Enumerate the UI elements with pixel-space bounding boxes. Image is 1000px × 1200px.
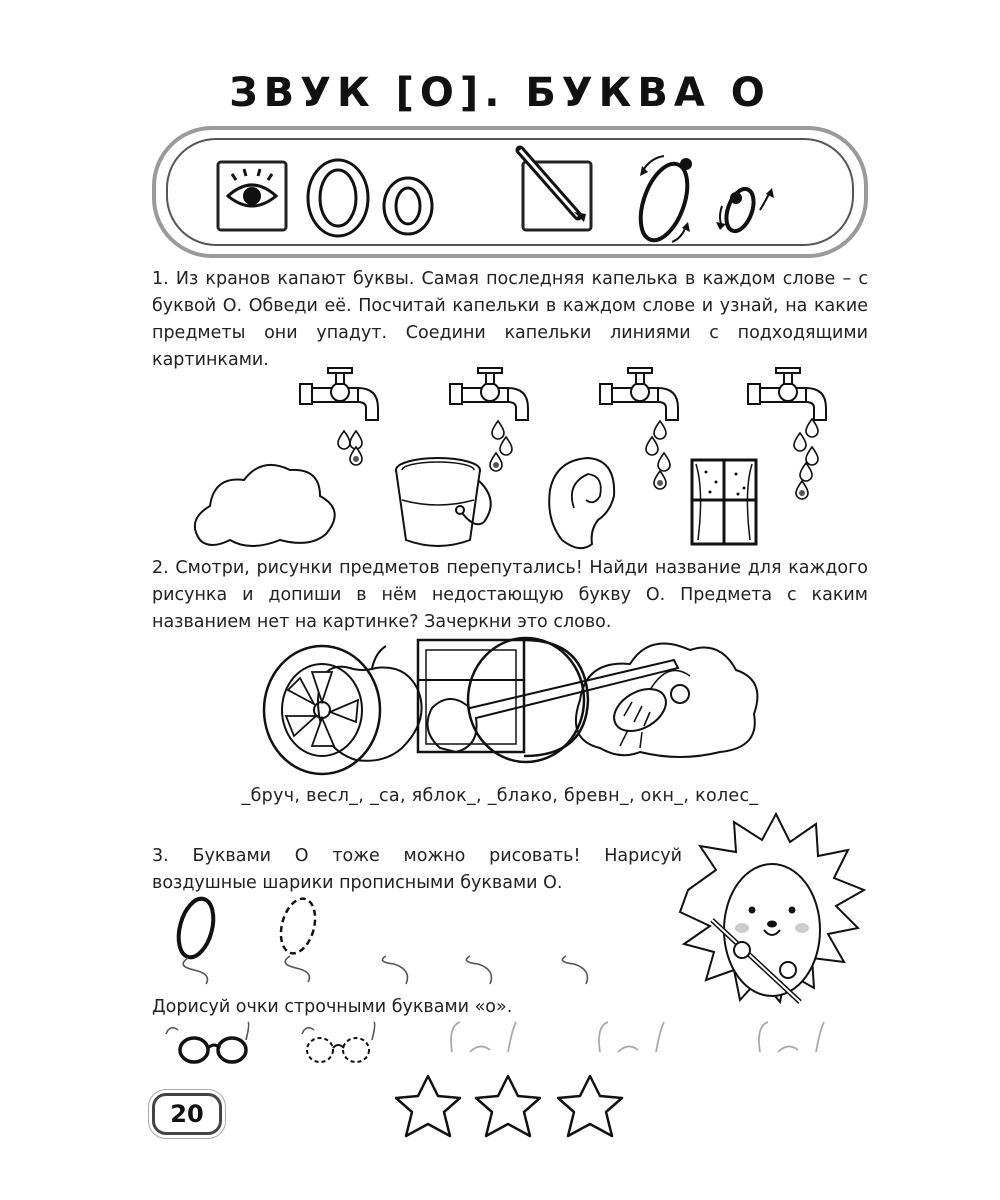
glasses-dashed — [302, 1022, 375, 1062]
glasses-instruction: Дорисуй очки строчными буквами «о». — [152, 997, 513, 1017]
star-decoration-1 — [396, 1076, 460, 1136]
task1-instruction: 1. Из кранов капают буквы. Самая последняя капелька в каждом слове – с буквой О. Обведи её. Посчитай капельки в каждом слове и узнай, на какие предметы они упадут. Соедини капельки линиями с подходящими картинками. — [152, 269, 868, 370]
star-decoration-3 — [558, 1076, 622, 1136]
header-letters-text: Оо — [390, 188, 393, 190]
page-number: 20 — [152, 1093, 222, 1135]
glasses-sample — [166, 1022, 249, 1062]
hedgehog-picture — [680, 814, 864, 1002]
task2-word-list: _бруч, весл_, _са, яблок_, _блако, бревн_, окн_, колес_ — [241, 786, 759, 806]
balloon-sample — [173, 895, 219, 984]
glasses-empty-3 — [759, 1022, 824, 1052]
task3-instruction: 3. Буквами О тоже можно рисовать! Нарисуй воздушные шарики прописными буквами О. — [152, 846, 682, 893]
balloon-string-5 — [562, 956, 587, 984]
balloon-string-4 — [466, 956, 491, 984]
glasses-empty-1 — [451, 1022, 516, 1052]
balloon-string-3 — [382, 956, 407, 984]
page-title: ЗВУК [О]. БУКВА О — [229, 70, 771, 116]
glasses-empty-2 — [599, 1022, 664, 1052]
balloon-dashed — [275, 895, 320, 982]
task2-instruction: 2. Смотри, рисунки предметов перепутались! Найди название для каждого рисунка и допиши в нём недостающую букву О. Предмета с каким названием нет на картинке? Зачеркни это слово. — [152, 558, 868, 632]
star-decoration-2 — [476, 1076, 540, 1136]
